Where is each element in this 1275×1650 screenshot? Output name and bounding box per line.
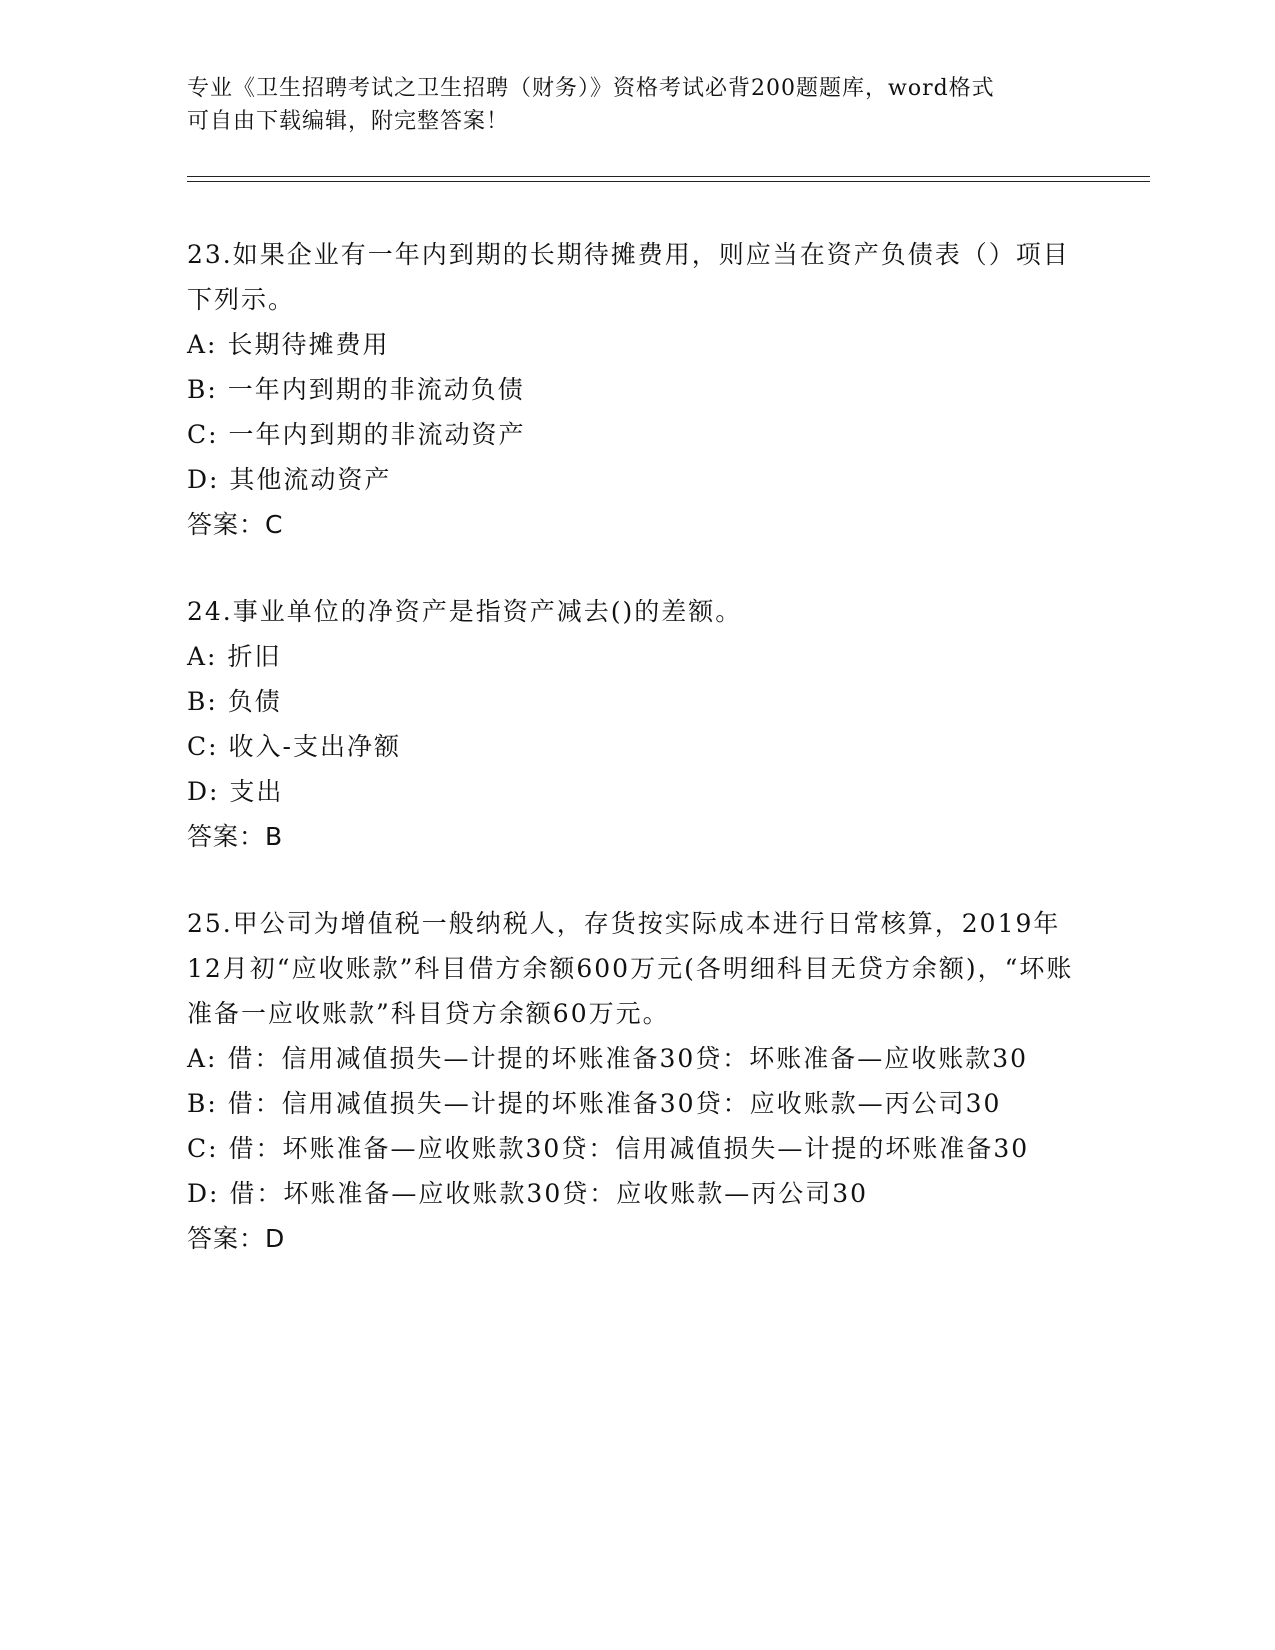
- question-25: [187, 901, 1087, 1261]
- option-text: 一年内到期的非流动负债: [227, 375, 525, 404]
- question-stem: 25.甲公司为增值税一般纳税人，存货按实际成本进行日常核算，2019年12月初“应收账款”科目借方余额600万元(各明细科目无贷方余额)，“坏账准备一应收账款”科目贷方余额60万元。: [187, 909, 1074, 1028]
- option-text: 一年内到期的非流动资产: [228, 420, 526, 449]
- option-b: [187, 679, 1087, 724]
- option-text: 其他流动资产: [229, 465, 392, 494]
- option-c: [187, 724, 1087, 769]
- option-text: 借：信用减值损失—计提的坏账准备30贷：应收账款—丙公司30: [227, 1089, 1002, 1118]
- option-text: 支出: [229, 777, 284, 806]
- option-label: C:: [187, 420, 219, 449]
- option-a: [187, 634, 1087, 679]
- answer-line: 答案：B: [187, 822, 284, 851]
- header-line-2: 可自由下载编辑，附完整答案！: [187, 109, 510, 134]
- option-d: [187, 457, 1087, 502]
- option-text: 借：坏账准备—应收账款30贷：信用减值损失—计提的坏账准备30: [228, 1134, 1030, 1163]
- option-label: B:: [187, 687, 218, 716]
- answer-line: 答案：D: [187, 1224, 286, 1253]
- option-label: A:: [187, 642, 218, 671]
- option-label: C:: [187, 1134, 219, 1163]
- question-stem: 24.事业单位的净资产是指资产减去()的差额。: [187, 597, 743, 626]
- option-text: 长期待摊费用: [227, 330, 390, 359]
- option-b: [187, 367, 1087, 412]
- option-a: [187, 1036, 1087, 1081]
- option-c: [187, 1126, 1087, 1171]
- option-c: [187, 412, 1087, 457]
- option-text: 负债: [227, 687, 282, 716]
- option-text: 借：坏账准备—应收账款30贷：应收账款—丙公司30: [229, 1179, 869, 1208]
- option-b: [187, 1081, 1087, 1126]
- option-label: B:: [187, 375, 218, 404]
- option-text: 折旧: [227, 642, 282, 671]
- option-label: A:: [187, 330, 218, 359]
- document-header: [187, 72, 1067, 138]
- question-list: [187, 232, 1087, 1303]
- option-label: D:: [187, 465, 220, 494]
- option-label: D:: [187, 1179, 220, 1208]
- question-stem: 23.如果企业有一年内到期的长期待摊费用，则应当在资产负债表（）项目下列示。: [187, 240, 1070, 314]
- option-label: B:: [187, 1089, 218, 1118]
- option-label: C:: [187, 732, 219, 761]
- option-d: [187, 1171, 1087, 1216]
- option-text: 借：信用减值损失—计提的坏账准备30贷：坏账准备—应收账款30: [227, 1044, 1029, 1073]
- question-24: [187, 589, 1087, 859]
- answer-line: 答案：C: [187, 510, 284, 539]
- option-d: [187, 769, 1087, 814]
- option-label: A:: [187, 1044, 218, 1073]
- option-label: D:: [187, 777, 220, 806]
- question-23: [187, 232, 1087, 547]
- header-line-1: 专业《卫生招聘考试之卫生招聘（财务）》资格考试必背200题题库，word格式: [187, 76, 995, 101]
- header-divider: [187, 176, 1150, 182]
- option-a: [187, 322, 1087, 367]
- option-text: 收入-支出净额: [228, 732, 401, 761]
